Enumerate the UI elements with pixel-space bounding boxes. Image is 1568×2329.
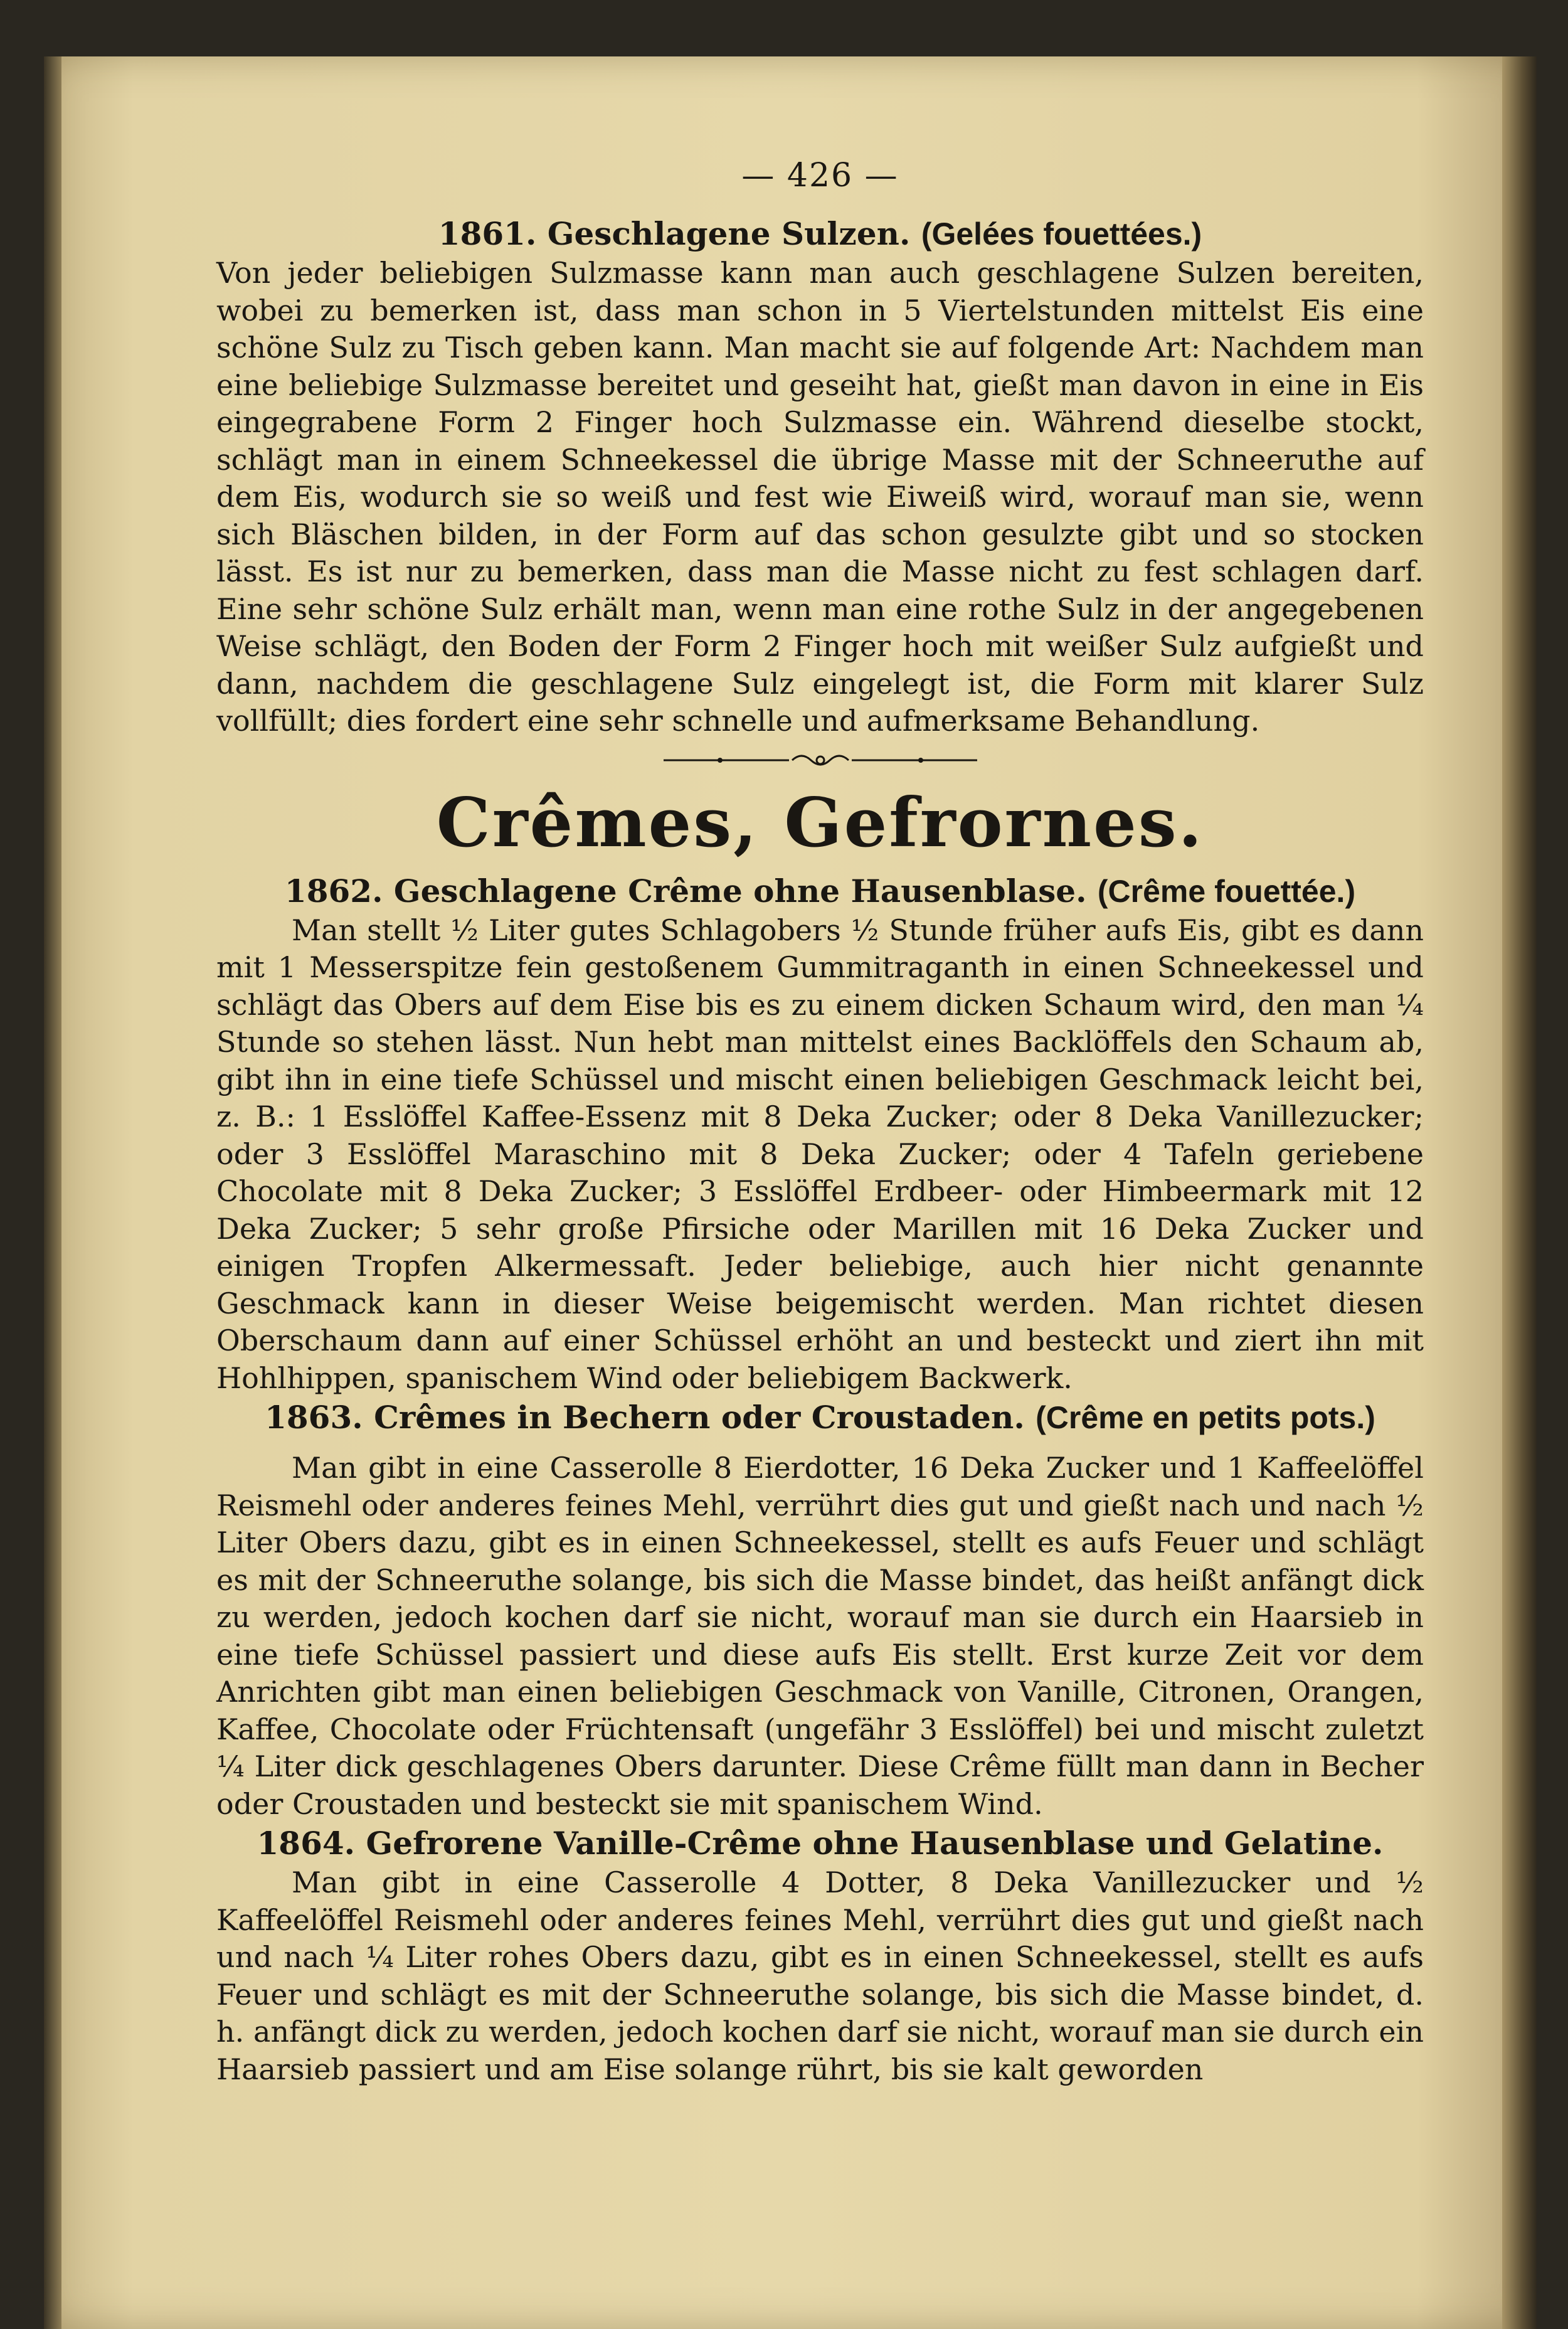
recipe-1864-text: Man gibt in eine Casserolle 4 Dotter, 8 Deka Vanillezucker und ½ Kaffeelöffel Reismehl oder anderes feines Mehl, verrührt dies gut und gießt nach und nach ¼ Liter rohes Obers dazu, gibt es in einen Schneekessel, stellt es aufs Feuer und schlägt es mit der Schneeruthe solange, bis sich die Masse bindet, d. h. anfängt dick zu werden, jedoch kochen darf sie nicht, worauf man sie durch ein Haarsieb passiert und am Eise solange rührt, bis sie kalt geworden [216, 1865, 1424, 2086]
recipe-1861-number: 1861. [438, 215, 537, 252]
page-number: — 426 — [741, 157, 899, 194]
section-title: Crêmes, Gefrornes. [436, 783, 1204, 862]
recipe-1862-heading [216, 871, 1424, 912]
book-spine [1502, 56, 1537, 2329]
recipe-1864-heading [216, 1823, 1424, 1864]
recipe-1862-french: (Crême fouettée.) [1097, 873, 1356, 909]
recipe-1861-heading [216, 213, 1424, 255]
recipe-1864-title: Gefrorene Vanille-Crême ohne Hausenblase und Gelatine. [366, 1825, 1384, 1862]
spacer [216, 1438, 1424, 1450]
recipe-1861-french: (Gelées fouettées.) [921, 216, 1202, 252]
recipe-1861-text: Von jeder beliebigen Sulzmasse kann man auch geschlagene Sulzen bereiten, wobei zu bemerken ist, dass man schon in 5 Viertelstunden mittelst Eis eine schöne Sulz zu Tisch geben kann. Man macht sie auf folgende Art: Nachdem man eine beliebige Sulzmasse bereitet und geseiht hat, gießt man davon in eine in Eis eingegrabene Form 2 Finger hoch Sulzmasse ein. Während dieselbe stockt, schlägt man in einem Schneekessel die übrige Masse mit der Schneeruthe auf dem Eis, wodurch sie so weiß und fest wie Eiweiß wird, worauf man sie, wenn sich Bläschen bilden, in der Form auf das schon gesulzte gibt und so stocken lässt. Es ist nur zu bemerken, dass man die Masse nicht zu fest schlagen darf. Eine sehr schöne Sulz erhält man, wenn man eine rothe Sulz in der angegebenen Weise schlägt, den Boden der Form 2 Finger hoch mit weißer Sulz aufgießt und dann, nachdem die geschlagene Sulz eingelegt ist, die Form mit klarer Sulz vollfüllt; dies fordert eine sehr schnelle und aufmerksame Behandlung. [216, 256, 1424, 738]
recipe-1862-number: 1862. [284, 872, 383, 910]
recipe-1863-title: Crêmes in Bechern oder Croustaden. [374, 1399, 1025, 1436]
recipe-1861-title: Geschlagene Sulzen. [547, 215, 911, 252]
recipe-1862-title: Geschlagene Crême ohne Hausenblase. [393, 872, 1087, 910]
recipe-1863-heading [216, 1397, 1424, 1438]
recipe-1862-text: Man stellt ½ Liter gutes Schlagobers ½ Stunde früher aufs Eis, gibt es dann mit 1 Messerspitze fein gestoßenem Gummitraganth in einen Schneekessel und schlägt das Obers auf dem Eise bis es zu einem dicken Schaum wird, den man ¼ Stunde so stehen lässt. Nun hebt man mittelst eines Backlöffels den Schaum ab, gibt ihn in eine tiefe Schüssel und mischt einen beliebigen Geschmack leicht bei, z. B.: 1 Esslöffel Kaffee-Essenz mit 8 Deka Zucker; oder 8 Deka Vanillezucker; oder 3 Esslöffel Maraschino mit 8 Deka Zucker; oder 4 Tafeln geriebene Chocolate mit 8 Deka Zucker; 3 Esslöffel Erdbeer- oder Himbeermark mit 12 Deka Zucker; 5 sehr große Pfirsiche oder Marillen mit 16 Deka Zucker und einigen Tropfen Alkermessaft. Jeder beliebige, auch hier nicht genannte Geschmack kann in dieser Weise beigemischt werden. Man richtet diesen Oberschaum dann auf einer Schüssel erhöht an und besteckt und ziert ihn mit Hohlhippen, spanischem Wind oder beliebigem Backwerk. [216, 913, 1424, 1395]
recipe-1863-french: (Crême en petits pots.) [1036, 1400, 1375, 1435]
page-content [216, 157, 1424, 2088]
page-left-edge [44, 56, 61, 2329]
ornament-divider-icon [657, 748, 983, 773]
recipe-1863-number: 1863. [265, 1399, 363, 1436]
recipe-1864-number: 1864. [257, 1825, 356, 1862]
recipe-1863-text: Man gibt in eine Casserolle 8 Eierdotter, 16 Deka Zucker und 1 Kaffeelöffel Reismehl oder anderes feines Mehl, verrührt dies gut und gießt nach und nach ½ Liter Obers dazu, gibt es in einen Schneekessel, stellt es aufs Feuer und schlägt es mit der Schneeruthe solange, bis sich die Masse bindet, das heißt anfängt dick zu werden, jedoch kochen darf sie nicht, worauf man sie durch ein Haarsieb in eine tiefe Schüssel passiert und diese aufs Eis stellt. Erst kurze Zeit vor dem Anrichten gibt man einen beliebigen Geschmack von Vanille, Citronen, Orangen, Kaffee, Chocolate oder Früchtensaft (ungefähr 3 Esslöffel) bei und mischt zuletzt ¼ Liter dick geschlagenes Obers darunter. Diese Crême füllt man dann in Becher oder Croustaden und besteckt sie mit spanischem Wind. [216, 1451, 1424, 1821]
